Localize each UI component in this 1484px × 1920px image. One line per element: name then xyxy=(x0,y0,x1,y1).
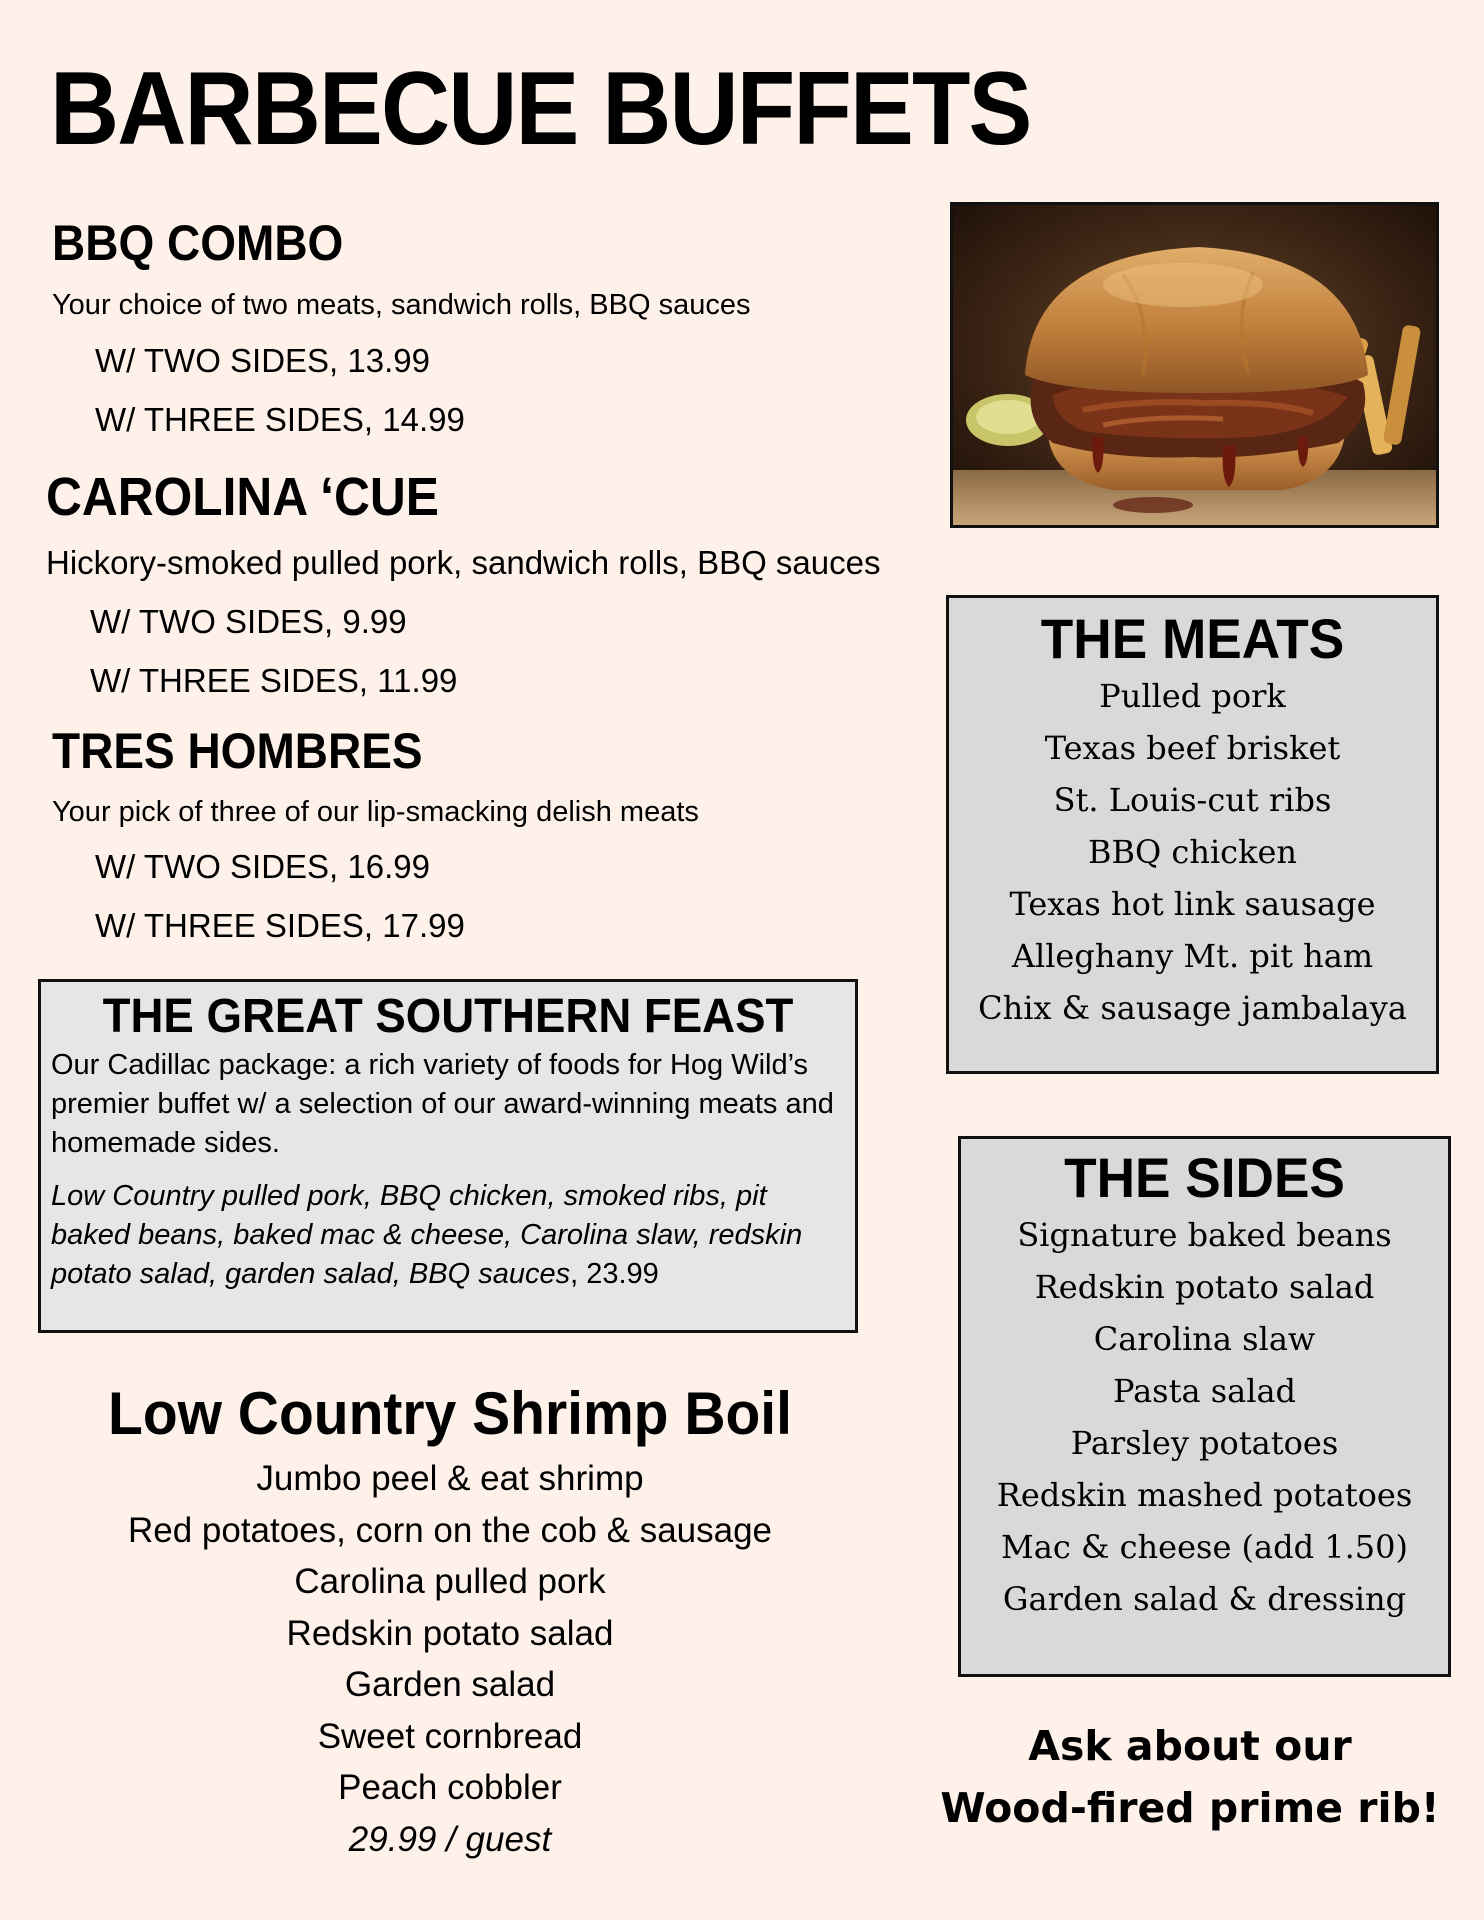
carolina-cue-description: Hickory-smoked pulled pork, sandwich rolls, BBQ sauces xyxy=(46,544,881,581)
shrimp-boil-list xyxy=(60,1453,840,1865)
page-title: BARBECUE BUFFETS xyxy=(50,51,1031,167)
southern-feast-description: Our Cadillac package: a rich variety of foods for Hog Wild’s premier buffet w/ a selection of our award-winning meats and homemade sides. xyxy=(51,1048,834,1159)
list-item: Garden salad & dressing xyxy=(1002,1579,1407,1618)
promo-line-2: Wood-fired prime rib! xyxy=(940,1784,1440,1832)
promo-line-1: Ask about our xyxy=(1028,1722,1352,1770)
list-item: Garden salad xyxy=(344,1665,556,1704)
carolina-cue-three-sides: W/ THREE SIDES, 11.99 xyxy=(90,662,458,699)
prime-rib-promo xyxy=(940,1715,1440,1839)
list-item: Texas hot link sausage xyxy=(1009,884,1376,923)
list-item: Redskin mashed potatoes xyxy=(996,1475,1413,1514)
shrimp-boil-title: Low Country Shrimp Boil xyxy=(108,1380,792,1447)
list-item: Pulled pork xyxy=(1099,676,1286,715)
list-item: Signature baked beans xyxy=(1017,1215,1392,1254)
list-item: Redskin potato salad xyxy=(286,1613,614,1653)
list-item: Sweet cornbread xyxy=(317,1716,583,1756)
southern-feast-items-text: Low Country pulled pork, BBQ chicken, smoked ribs, pit baked beans, baked mac & cheese, Carolina slaw, redskin potato salad, garden salad, BBQ sauces xyxy=(51,1179,803,1290)
tres-hombres-three-sides: W/ THREE SIDES, 17.99 xyxy=(95,907,465,944)
shrimp-boil-price: 29.99 / guest xyxy=(348,1819,552,1859)
list-item: Redskin potato salad xyxy=(1034,1267,1375,1306)
bbq-combo-title: BBQ COMBO xyxy=(52,215,344,271)
list-item: Carolina slaw xyxy=(1093,1319,1316,1358)
sandwich-illustration xyxy=(953,205,1436,525)
tres-hombres-description: Your pick of three of our lip-smacking delish meats xyxy=(52,796,699,828)
carolina-cue-title: CAROLINA ‘CUE xyxy=(46,467,439,527)
southern-feast-box xyxy=(38,979,858,1333)
southern-feast-price: , 23.99 xyxy=(570,1257,659,1290)
list-item: Texas beef brisket xyxy=(1044,728,1341,767)
carolina-cue-two-sides: W/ TWO SIDES, 9.99 xyxy=(90,603,407,640)
meats-list xyxy=(949,670,1436,1034)
bbq-combo-three-sides: W/ THREE SIDES, 14.99 xyxy=(95,401,465,438)
sides-box xyxy=(958,1136,1451,1677)
list-item: Mac & cheese (add 1.50) xyxy=(1001,1527,1408,1566)
list-item: Parsley potatoes xyxy=(1070,1423,1339,1462)
meats-box xyxy=(946,595,1439,1074)
list-item: Peach cobbler xyxy=(338,1768,562,1807)
list-item: Red potatoes, corn on the cob & sausage xyxy=(127,1510,773,1550)
sides-list xyxy=(961,1209,1448,1625)
list-item: Alleghany Mt. pit ham xyxy=(1011,936,1374,975)
pulled-pork-sandwich-photo xyxy=(950,202,1439,528)
tres-hombres-two-sides: W/ TWO SIDES, 16.99 xyxy=(95,848,430,885)
southern-feast-items xyxy=(51,1177,845,1294)
list-item: Carolina pulled pork xyxy=(294,1562,606,1601)
list-item: Chix & sausage jambalaya xyxy=(978,988,1407,1027)
bbq-combo-two-sides: W/ TWO SIDES, 13.99 xyxy=(95,342,430,379)
meats-title: THE MEATS xyxy=(1040,607,1345,670)
list-item: BBQ chicken xyxy=(1087,832,1298,871)
sides-title: THE SIDES xyxy=(1064,1146,1345,1209)
southern-feast-title: THE GREAT SOUTHERN FEAST xyxy=(102,990,794,1043)
list-item: Pasta salad xyxy=(1113,1371,1296,1410)
list-item: Jumbo peel & eat shrimp xyxy=(256,1459,644,1498)
bbq-combo-description: Your choice of two meats, sandwich rolls, BBQ sauces xyxy=(52,289,751,321)
tres-hombres-title: TRES HOMBRES xyxy=(52,723,423,779)
list-item: St. Louis-cut ribs xyxy=(1053,780,1332,819)
